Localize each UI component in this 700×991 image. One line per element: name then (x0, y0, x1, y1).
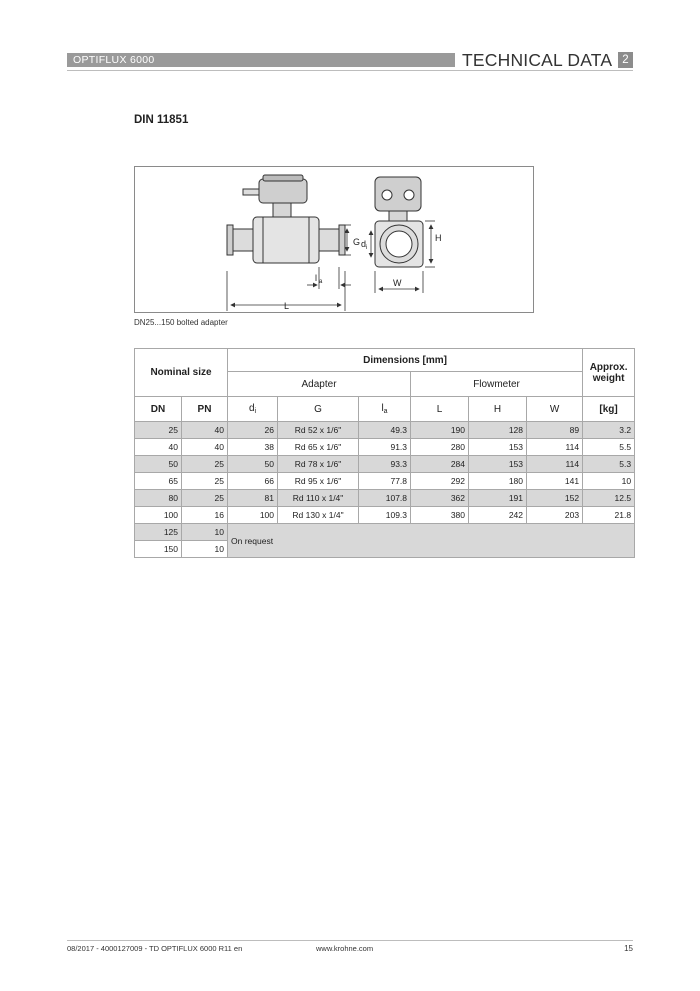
footer-document-id: 08/2017 - 4000127009 - TD OPTIFLUX 6000 R11 en (67, 944, 243, 953)
cell-l: 362 (411, 490, 469, 507)
header-section-title: TECHNICAL DATA (462, 50, 613, 70)
label-W: W (393, 278, 402, 288)
cell-la: 77.8 (359, 473, 411, 490)
header-di-main: d (248, 403, 255, 414)
cell-kg: 5.3 (583, 456, 635, 473)
header-w: W (527, 397, 583, 422)
cell-l: 280 (411, 439, 469, 456)
cell-w: 114 (527, 439, 583, 456)
cell-kg: 5.5 (583, 439, 635, 456)
cell-di: 50 (228, 456, 278, 473)
cell-dn: 80 (135, 490, 182, 507)
label-di-sub: i (366, 245, 368, 251)
cell-g: Rd 95 x 1/6" (278, 473, 359, 490)
cell-di: 81 (228, 490, 278, 507)
cell-la: 109.3 (359, 507, 411, 524)
footer-page-number: 15 (624, 944, 633, 953)
cell-w: 152 (527, 490, 583, 507)
label-la: l (315, 273, 317, 283)
cell-g: Rd 110 x 1/4" (278, 490, 359, 507)
cell-h: 180 (469, 473, 527, 490)
cell-pn: 40 (182, 422, 228, 439)
cell-dn: 150 (135, 541, 182, 558)
header-nominal-size: Nominal size (135, 349, 228, 397)
front-view (375, 177, 423, 267)
table-row (135, 456, 635, 473)
header-divider (67, 70, 633, 71)
table-row (135, 507, 635, 524)
header-dimensions: Dimensions [mm] (228, 349, 583, 372)
cell-dn: 100 (135, 507, 182, 524)
cell-h: 128 (469, 422, 527, 439)
label-la-sub: a (319, 279, 323, 285)
cell-kg: 21.8 (583, 507, 635, 524)
cell-w: 89 (527, 422, 583, 439)
header-l: L (411, 397, 469, 422)
cell-di: 26 (228, 422, 278, 439)
cell-dn: 125 (135, 524, 182, 541)
cell-w: 203 (527, 507, 583, 524)
cell-l: 190 (411, 422, 469, 439)
page-title: DIN 11851 (134, 114, 189, 126)
cell-g: Rd 52 x 1/6" (278, 422, 359, 439)
table-row (135, 490, 635, 507)
cell-w: 141 (527, 473, 583, 490)
header-dn: DN (135, 397, 182, 422)
cell-di: 100 (228, 507, 278, 524)
header-la-sub: a (383, 408, 388, 415)
cell-h: 153 (469, 456, 527, 473)
cell-dn: 50 (135, 456, 182, 473)
label-G: G (353, 237, 361, 247)
label-L: L (284, 301, 290, 311)
dimension-drawing (134, 166, 534, 313)
cell-h: 191 (469, 490, 527, 507)
cell-kg: 12.5 (583, 490, 635, 507)
cell-l: 292 (411, 473, 469, 490)
cell-la: 93.3 (359, 456, 411, 473)
table-row (135, 422, 635, 439)
cell-la: 107.8 (359, 490, 411, 507)
header-h: H (469, 397, 527, 422)
header-di-sub: i (254, 408, 257, 415)
header-g: G (278, 397, 359, 422)
header-weight: weight (592, 372, 625, 384)
cell-kg: 3.2 (583, 422, 635, 439)
cell-pn: 10 (182, 524, 228, 541)
dimensions-table (134, 348, 635, 558)
label-di: d (361, 239, 367, 249)
cell-h: 242 (469, 507, 527, 524)
figure-caption: DN25...150 bolted adapter (134, 318, 228, 327)
cell-pn: 40 (182, 439, 228, 456)
cell-dn: 65 (135, 473, 182, 490)
table-row (135, 524, 635, 541)
cell-h: 153 (469, 439, 527, 456)
table-row (135, 473, 635, 490)
header-flowmeter: Flowmeter (411, 372, 583, 397)
cell-g: Rd 78 x 1/6" (278, 456, 359, 473)
header-approx: Approx. (589, 361, 628, 373)
table-row (135, 439, 635, 456)
cell-kg: 10 (583, 473, 635, 490)
header-product-name: OPTIFLUX 6000 (73, 54, 155, 66)
cell-pn: 10 (182, 541, 228, 558)
side-view (227, 175, 345, 263)
header-la (359, 397, 411, 422)
cell-l: 284 (411, 456, 469, 473)
cell-g: Rd 130 x 1/4" (278, 507, 359, 524)
header-kg: [kg] (583, 397, 635, 422)
footer-website: www.krohne.com (316, 944, 374, 953)
cell-pn: 25 (182, 490, 228, 507)
label-H: H (435, 233, 442, 243)
header-approx-weight (583, 349, 635, 397)
cell-la: 49.3 (359, 422, 411, 439)
header-pn: PN (182, 397, 228, 422)
header-chapter-badge: 2 (618, 52, 633, 68)
cell-di: 66 (228, 473, 278, 490)
cell-dn: 40 (135, 439, 182, 456)
cell-pn: 25 (182, 473, 228, 490)
footer-divider (67, 940, 633, 941)
header-adapter: Adapter (228, 372, 411, 397)
cell-la: 91.3 (359, 439, 411, 456)
cell-on-request: On request (228, 524, 635, 558)
cell-di: 38 (228, 439, 278, 456)
header-la-main: l (381, 403, 384, 414)
cell-l: 380 (411, 507, 469, 524)
cell-pn: 25 (182, 456, 228, 473)
cell-pn: 16 (182, 507, 228, 524)
flowmeter-drawing (135, 167, 535, 314)
cell-g: Rd 65 x 1/6" (278, 439, 359, 456)
header-di (228, 397, 278, 422)
cell-dn: 25 (135, 422, 182, 439)
cell-w: 114 (527, 456, 583, 473)
